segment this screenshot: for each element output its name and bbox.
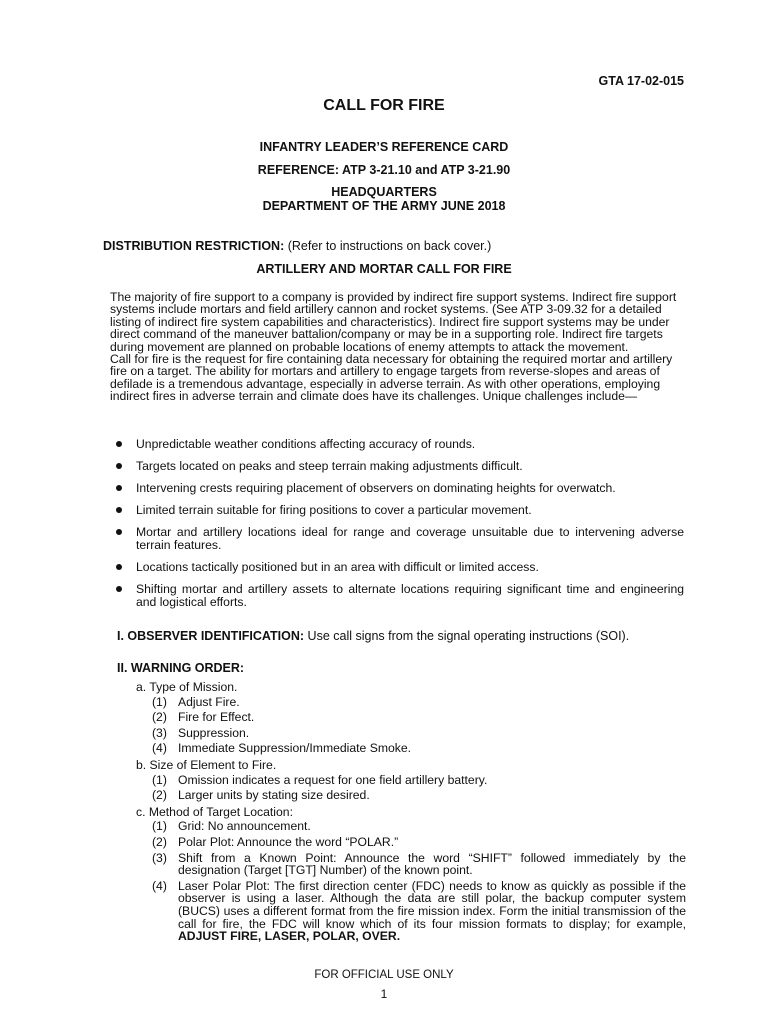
outline-item (136, 711, 686, 724)
item-text: Shift from a Known Point: Announce the word “SHIFT” followed immediately by the designation (Target [TGT] Number) of the known point. (178, 850, 686, 878)
item-number: (2) (152, 710, 167, 725)
outline-item (136, 836, 686, 849)
outline-item (136, 820, 686, 833)
item-text: Larger units by stating size desired. (178, 788, 370, 803)
item-text: Omission indicates a request for one field artillery battery. (178, 772, 488, 787)
observer-label: I. OBSERVER IDENTIFICATION: (117, 629, 305, 643)
item-number: (1) (152, 694, 167, 709)
example-emphasis: ADJUST FIRE, LASER, POLAR, OVER. (178, 929, 401, 944)
reference-line: REFERENCE: ATP 3-21.10 and ATP 3-21.90 (257, 163, 511, 177)
item-number: (4) (152, 741, 167, 756)
item-number: (4) (152, 878, 167, 893)
outline-item (136, 880, 686, 943)
item-number: (2) (152, 788, 167, 803)
challenges-list (110, 438, 684, 618)
item-text: Adjust Fire. (178, 694, 240, 709)
intro-paragraph: Call for fire is the request for fire containing data necessary for obtaining the required mortar and artillery fire on a target. The ability for mortars and artillery to engage targets from reverse-slopes and areas of defilade is a tremendous advantage, especially in adverse terrain. As with other operations, employing indirect fires in adverse terrain and climate does have its challenges. Unique challenges include— (110, 352, 673, 404)
department: DEPARTMENT OF THE ARMY JUNE 2018 (262, 199, 506, 213)
item-text: Laser Polar Plot: The first direction center (FDC) needs to know as quickly as possible if the observer is using a laser. Although the data are still polar, the backup computer system (BUCS) uses a different format from the fire mission index. Form the initial transmission of the call for fire, the FDC will know which of its four mission formats to display; for example, (178, 878, 686, 931)
outline-item (136, 774, 686, 787)
intro-text (110, 291, 685, 403)
warning-order-heading: II. WARNING ORDER: (117, 661, 245, 675)
list-item: Unpredictable weather conditions affecting accuracy of rounds. (110, 438, 684, 451)
subtitle: INFANTRY LEADER’S REFERENCE CARD (259, 140, 509, 154)
distribution-label: DISTRIBUTION RESTRICTION: (103, 239, 285, 253)
item-number: (1) (152, 772, 167, 787)
gta-number: GTA 17-02-015 (598, 74, 684, 88)
list-item: Mortar and artillery locations ideal for range and coverage unsuitable due to intervening adverse terrain features. (110, 526, 684, 552)
list-item: Limited terrain suitable for firing positions to cover a particular movement. (110, 504, 684, 517)
size-of-element-heading: b. Size of Element to Fire. (136, 757, 277, 772)
item-text: Immediate Suppression/Immediate Smoke. (178, 741, 412, 756)
list-item: Intervening crests requiring placement of observers on dominating heights for overwatch. (110, 482, 684, 495)
observer-identification (117, 629, 629, 643)
item-number: (2) (152, 834, 167, 849)
outline-item (136, 742, 686, 755)
item-text: Grid: No announcement. (178, 819, 311, 834)
method-of-target-location-heading: c. Method of Target Location: (136, 804, 293, 819)
distribution-restriction (103, 239, 491, 253)
intro-paragraph: The majority of fire support to a company is provided by indirect fire support systems. Indirect fire support systems include mortars and field artillery cannon and rocket systems. (See ATP 3-09.32 for a detailed listing of indirect fire system capabilities and characteristics). Indirect fire support systems may be under direct command of the maneuver battalion/company or may be in a supporting role. Indirect fire targets during movement are planned on probable locations of enemy attempts to attack the movement. (110, 290, 677, 354)
type-of-mission-heading: a. Type of Mission. (136, 680, 238, 694)
item-text: Polar Plot: Announce the word “POLAR.” (178, 834, 399, 849)
list-item: Targets located on peaks and steep terrain making adjustments difficult. (110, 460, 684, 473)
page-title: CALL FOR FIRE (323, 97, 445, 114)
warning-order-outline (136, 680, 686, 946)
outline-item (136, 789, 686, 802)
page-number: 1 (380, 987, 388, 1001)
observer-text: Use call signs from the signal operating instructions (SOI). (304, 629, 630, 643)
official-use-marking: FOR OFFICIAL USE ONLY (314, 969, 454, 981)
outline-item (136, 727, 686, 740)
list-item: Shifting mortar and artillery assets to alternate locations requiring significant time and engineering and logistical efforts. (110, 583, 684, 609)
item-text: Fire for Effect. (178, 710, 255, 725)
item-number: (1) (152, 819, 167, 834)
headquarters: HEADQUARTERS (331, 185, 437, 199)
outline-item (136, 696, 686, 709)
item-text: Suppression. (178, 725, 250, 740)
headquarters-block (0, 185, 768, 213)
list-item: Locations tactically positioned but in an area with difficult or limited access. (110, 561, 684, 574)
outline-item (136, 852, 686, 877)
distribution-text: (Refer to instructions on back cover.) (284, 239, 492, 253)
item-number: (3) (152, 725, 167, 740)
section-title: ARTILLERY AND MORTAR CALL FOR FIRE (256, 262, 512, 276)
item-number: (3) (152, 850, 167, 865)
